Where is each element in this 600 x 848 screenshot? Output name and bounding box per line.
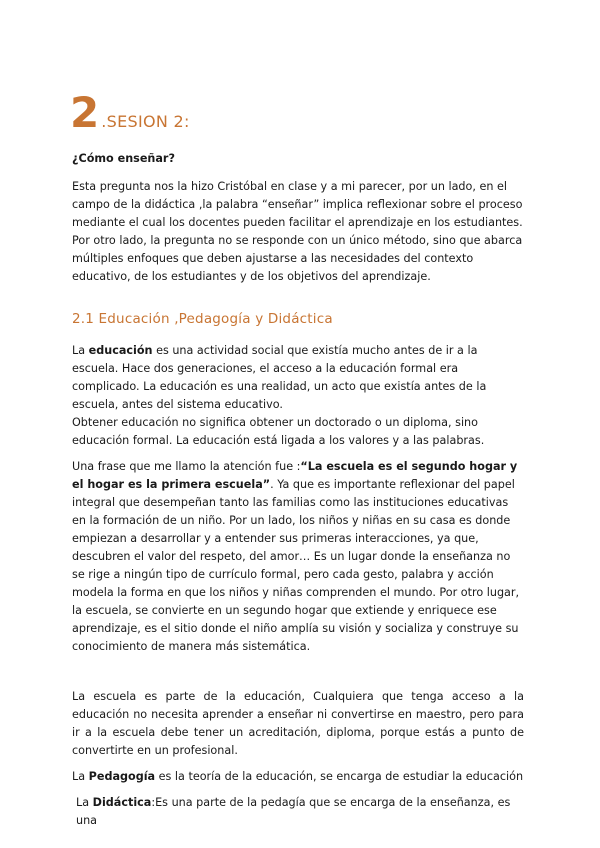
paragraph-didactics <box>72 794 524 830</box>
section-title: .SESION 2: <box>101 112 190 131</box>
document-body <box>72 150 524 830</box>
section-heading <box>70 88 190 137</box>
text-lead: La <box>76 796 93 809</box>
paragraph-school: La escuela es parte de la educación, Cualquiera que tenga acceso a la educación no necesita aprender a enseñar ni convertirse en maestro, pero para ir a la escuela debe tener un acreditación, diploma, porque estás a punto de convertirte en un profesional. <box>72 690 524 757</box>
text-lead: Una frase que me llamo la atención fue : <box>72 460 301 473</box>
question-heading: ¿Cómo enseñar? <box>72 152 175 165</box>
paragraph-education <box>72 342 524 450</box>
text-rest: es una actividad social que existía mucho antes de ir a la escuela. Hace dos generaciones, el acceso a la educación formal era complicado. La educación es una realidad, un acto que existía antes de la escuela, antes del sistema educativo. <box>72 344 487 411</box>
text-lead: La <box>72 344 89 357</box>
term-education: educación <box>88 344 153 357</box>
paragraph-pedagogy <box>72 768 524 786</box>
term-didactics: Didáctica <box>92 796 152 809</box>
text-rest: . Ya que es importante reflexionar del papel integral que desempeñan tanto las familias como las instituciones educativas en la formación de un niño. Por un lado, los niños y niñas en su casa es donde empiezan a desarrollar y a entender sus primeras interacciones, ya que, descubren el valor del respeto, del amor… Es un lugar donde la enseñanza no se rige a ningún tipo de currículo formal, pero cada gesto, palabra y acción modela la forma en que los niños y niñas comprenden el mundo. Por otro lugar, la escuela, se convierte en un segundo hogar que extiende y enriquece ese aprendizaje, es el sitio donde el niño amplía su visión y socializa y construye su conocimiento de manera más sistemática. <box>72 478 520 653</box>
paragraph-quote <box>72 458 524 656</box>
section-number: 2 <box>70 88 100 137</box>
quote-text: “La escuela es el segundo hogar y el hogar es la primera escuela” <box>72 460 518 491</box>
subsection-heading: 2.1 Educación ,Pedagogía y Didáctica <box>72 311 333 327</box>
text-lead: La <box>72 770 89 783</box>
text-rest-2: Obtener educación no significa obtener un doctorado o un diploma, sino educación formal. La educación está ligada a los valores y a las palabras. <box>72 416 485 447</box>
text-rest: :Es una parte de la pedagía que se encarga de la enseñanza, es una <box>76 796 511 827</box>
paragraph-intro: Esta pregunta nos la hizo Cristóbal en clase y a mi parecer, por un lado, en el campo de la didáctica ,la palabra “enseñar” implica reflexionar sobre el proceso mediante el cual los docentes pueden facilitar el aprendizaje en los estudiantes. Por otro lado, la pregunta no se responde con un único método, sino que abarca múltiples enfoques que deben ajustarse a las necesidades del contexto educativo, de los estudiantes y de los objetivos del aprendizaje. <box>72 180 523 283</box>
term-pedagogy: Pedagogía <box>88 770 156 783</box>
text-rest: es la teoría de la educación, se encarga de estudiar la educación <box>155 770 524 783</box>
